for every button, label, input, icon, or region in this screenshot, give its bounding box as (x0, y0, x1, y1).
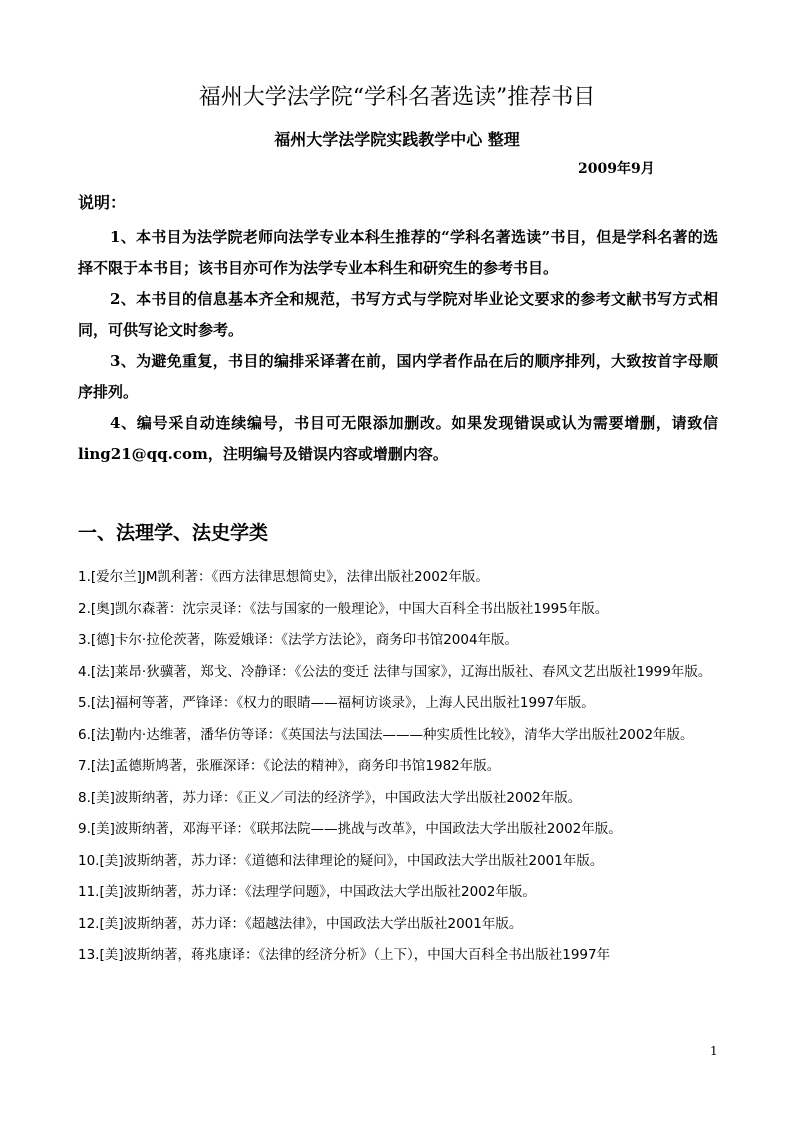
reference-list (78, 562, 718, 972)
note-item: 3、为避免重复，书目的编排采译著在前，国内学者作品在后的顺序排列，大致按首字母顺序排列。 (78, 352, 718, 401)
reference-item: 2.[奥]凯尔森著：沈宗灵译：《法与国家的一般理论》，中国大百科全书出版社1995年版。 (78, 600, 609, 617)
note-item: 1、本书目为法学院老师向法学专业本科生推荐的“学科名著选读”书目，但是学科名著的选择不限于本书目；该书目亦可作为法学专业本科生和研究生的参考书目。 (78, 228, 718, 277)
document-title: 福州大学法学院“学科名著选读”推荐书目 (198, 85, 596, 110)
notes-heading: 说明： (78, 193, 127, 212)
reference-item: 12.[美]波斯纳著，苏力译：《超越法律》，中国政法大学出版社2001年版。 (78, 915, 523, 932)
reference-item: 5.[法]福柯等著，严锋译：《权力的眼睛——福柯访谈录》，上海人民出版社1997年版。 (78, 695, 595, 711)
note-item: 4、编号采自动连续编号，书目可无限添加删改。如果发现错误或认为需要增删，请致信 ling21@qq.com，注明编号及错误内容或增删内容。 (78, 414, 718, 463)
reference-item: 10.[美]波斯纳著，苏力译：《道德和法律理论的疑问》，中国政法大学出版社2001年版。 (78, 852, 604, 869)
reference-item: 3.[德]卡尔·拉伦茨著，陈爱娥译：《法学方法论》，商务印书馆2004年版。 (78, 632, 519, 648)
reference-item: 9.[美]波斯纳著，邓海平译：《联邦法院——挑战与改革》，中国政法大学出版社2002年版。 (78, 821, 622, 837)
reference-item: 8.[美]波斯纳著，苏力译：《正义／司法的经济学》，中国政法大学出版社2002年版。 (78, 789, 582, 806)
notes-list (78, 222, 718, 470)
reference-item: 1.[爱尔兰]JM凯利著：《西方法律思想简史》，法律出版社2002年版。 (78, 569, 489, 585)
document-date: 2009年9月 (578, 161, 655, 177)
note-item: 2、本书目的信息基本齐全和规范，书写方式与学院对毕业论文要求的参考文献书写方式相同，可供写论文时参考。 (78, 290, 718, 339)
reference-item: 13.[美]波斯纳著，蒋兆康译：《法律的经济分析》（上下），中国大百科全书出版社1997年 (78, 947, 611, 963)
reference-item: 11.[美]波斯纳著，苏力译：《法理学问题》，中国政法大学出版社2002年版。 (78, 884, 536, 900)
reference-item: 4.[法]莱昂·狄骥著，郑戈、冷静译：《公法的变迁 法律与国家》，辽海出版社、春风文艺出版社1999年版。 (78, 663, 712, 680)
document-subtitle: 福州大学法学院实践教学中心 整理 (274, 130, 520, 149)
page-number: 1 (710, 1044, 718, 1058)
reference-item: 6.[法]勒内·达维著，潘华仿等译：《英国法与法国法———种实质性比较》，清华大学出版社2002年版。 (78, 726, 694, 743)
section-heading: 一、法理学、法史学类 (78, 522, 269, 544)
reference-item: 7.[法]孟德斯鸠著，张雁深译：《论法的精神》，商务印书馆1982年版。 (78, 758, 501, 774)
